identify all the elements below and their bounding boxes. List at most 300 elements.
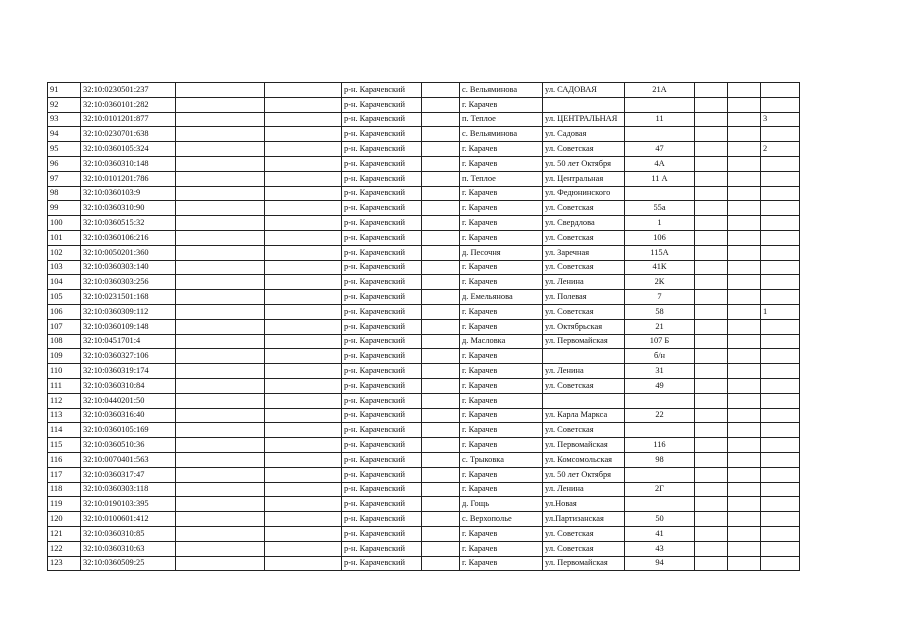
row-number-cell: 93 <box>48 112 81 127</box>
row-number-cell: 102 <box>48 245 81 260</box>
house-number-cell: 21А <box>625 83 695 98</box>
row-number-cell: 108 <box>48 334 81 349</box>
extra-number-cell <box>761 156 800 171</box>
empty-cell <box>728 512 761 527</box>
cadastral-number-cell: 32:10:0101201:786 <box>81 171 176 186</box>
row-number-cell: 105 <box>48 290 81 305</box>
street-cell: ул.Новая <box>543 497 625 512</box>
empty-cell <box>728 408 761 423</box>
street-cell: ул. Свердлова <box>543 216 625 231</box>
street-cell: ул.Партизанская <box>543 512 625 527</box>
row-number-cell: 101 <box>48 230 81 245</box>
extra-number-cell <box>761 290 800 305</box>
locality-cell: д. Гощь <box>460 497 543 512</box>
empty-cell <box>422 171 460 186</box>
empty-cell <box>422 364 460 379</box>
house-number-cell: 31 <box>625 364 695 379</box>
locality-cell: с. Трыковка <box>460 452 543 467</box>
empty-cell <box>265 156 342 171</box>
empty-cell <box>695 334 728 349</box>
row-number-cell: 111 <box>48 378 81 393</box>
row-number-cell: 121 <box>48 526 81 541</box>
cadastral-number-cell: 32:10:0230501:237 <box>81 83 176 98</box>
row-number-cell: 113 <box>48 408 81 423</box>
empty-cell <box>422 127 460 142</box>
empty-cell <box>695 97 728 112</box>
cadastral-number-cell: 32:10:0360317:47 <box>81 467 176 482</box>
cadastral-number-cell: 32:10:0230701:638 <box>81 127 176 142</box>
house-number-cell: 98 <box>625 452 695 467</box>
house-number-cell: 58 <box>625 304 695 319</box>
empty-cell <box>422 438 460 453</box>
empty-cell <box>728 452 761 467</box>
empty-cell <box>422 201 460 216</box>
empty-cell <box>695 408 728 423</box>
street-cell: ул. Советская <box>543 230 625 245</box>
extra-number-cell: 2 <box>761 142 800 157</box>
row-number-cell: 120 <box>48 512 81 527</box>
empty-cell <box>176 260 265 275</box>
table-row <box>48 245 800 260</box>
empty-cell <box>695 364 728 379</box>
region-cell: р-н. Карачевский <box>342 423 422 438</box>
region-cell: р-н. Карачевский <box>342 349 422 364</box>
extra-number-cell <box>761 512 800 527</box>
region-cell: р-н. Карачевский <box>342 186 422 201</box>
empty-cell <box>176 216 265 231</box>
street-cell: ул. Советская <box>543 142 625 157</box>
empty-cell <box>728 304 761 319</box>
empty-cell <box>695 526 728 541</box>
locality-cell: с. Вельяминова <box>460 127 543 142</box>
empty-cell <box>176 201 265 216</box>
row-number-cell: 109 <box>48 349 81 364</box>
table-row <box>48 304 800 319</box>
extra-number-cell <box>761 245 800 260</box>
cadastral-number-cell: 32:10:0360310:63 <box>81 541 176 556</box>
region-cell: р-н. Карачевский <box>342 482 422 497</box>
street-cell: ул. 50 лет Октября <box>543 156 625 171</box>
empty-cell <box>265 378 342 393</box>
empty-cell <box>695 319 728 334</box>
table-row <box>48 378 800 393</box>
locality-cell: д. Масловка <box>460 334 543 349</box>
empty-cell <box>728 216 761 231</box>
house-number-cell: 22 <box>625 408 695 423</box>
extra-number-cell <box>761 497 800 512</box>
empty-cell <box>695 349 728 364</box>
locality-cell: п. Теплое <box>460 171 543 186</box>
cadastral-number-cell: 32:10:0360103:9 <box>81 186 176 201</box>
table-row <box>48 541 800 556</box>
locality-cell: г. Карачев <box>460 230 543 245</box>
table-row <box>48 334 800 349</box>
empty-cell <box>695 482 728 497</box>
extra-number-cell <box>761 556 800 571</box>
house-number-cell <box>625 423 695 438</box>
extra-number-cell <box>761 171 800 186</box>
empty-cell <box>695 438 728 453</box>
table-row <box>48 156 800 171</box>
empty-cell <box>176 467 265 482</box>
empty-cell <box>422 290 460 305</box>
cadastral-number-cell: 32:10:0100601:412 <box>81 512 176 527</box>
region-cell: р-н. Карачевский <box>342 112 422 127</box>
street-cell: ул. Первомайская <box>543 438 625 453</box>
locality-cell: д. Песочня <box>460 245 543 260</box>
empty-cell <box>728 482 761 497</box>
table-row <box>48 83 800 98</box>
empty-cell <box>265 364 342 379</box>
empty-cell <box>176 393 265 408</box>
extra-number-cell <box>761 378 800 393</box>
empty-cell <box>265 216 342 231</box>
empty-cell <box>695 497 728 512</box>
empty-cell <box>265 171 342 186</box>
empty-cell <box>176 319 265 334</box>
street-cell <box>543 97 625 112</box>
locality-cell: г. Карачев <box>460 142 543 157</box>
region-cell: р-н. Карачевский <box>342 260 422 275</box>
empty-cell <box>176 230 265 245</box>
region-cell: р-н. Карачевский <box>342 541 422 556</box>
row-number-cell: 92 <box>48 97 81 112</box>
locality-cell: г. Карачев <box>460 467 543 482</box>
empty-cell <box>176 364 265 379</box>
empty-cell <box>265 304 342 319</box>
house-number-cell: 50 <box>625 512 695 527</box>
cadastral-number-cell: 32:10:0360105:169 <box>81 423 176 438</box>
house-number-cell: 43 <box>625 541 695 556</box>
street-cell: ул. Советская <box>543 423 625 438</box>
empty-cell <box>176 304 265 319</box>
empty-cell <box>695 423 728 438</box>
register-body <box>48 83 800 571</box>
region-cell: р-н. Карачевский <box>342 556 422 571</box>
empty-cell <box>695 201 728 216</box>
region-cell: р-н. Карачевский <box>342 364 422 379</box>
empty-cell <box>176 512 265 527</box>
region-cell: р-н. Карачевский <box>342 334 422 349</box>
empty-cell <box>728 201 761 216</box>
row-number-cell: 117 <box>48 467 81 482</box>
empty-cell <box>176 378 265 393</box>
cadastral-number-cell: 32:10:0050201:360 <box>81 245 176 260</box>
empty-cell <box>176 97 265 112</box>
empty-cell <box>695 378 728 393</box>
empty-cell <box>695 142 728 157</box>
empty-cell <box>265 245 342 260</box>
empty-cell <box>265 186 342 201</box>
row-number-cell: 91 <box>48 83 81 98</box>
empty-cell <box>728 97 761 112</box>
cadastral-number-cell: 32:10:0360319:174 <box>81 364 176 379</box>
cadastral-number-cell: 32:10:0440201:50 <box>81 393 176 408</box>
extra-number-cell <box>761 408 800 423</box>
empty-cell <box>728 364 761 379</box>
table-row <box>48 275 800 290</box>
house-number-cell: 41 <box>625 526 695 541</box>
empty-cell <box>695 452 728 467</box>
table-row <box>48 127 800 142</box>
street-cell: ул. Советская <box>543 526 625 541</box>
extra-number-cell <box>761 482 800 497</box>
table-row <box>48 349 800 364</box>
house-number-cell: б/н <box>625 349 695 364</box>
extra-number-cell <box>761 334 800 349</box>
locality-cell: г. Карачев <box>460 393 543 408</box>
empty-cell <box>422 452 460 467</box>
empty-cell <box>728 393 761 408</box>
table-row <box>48 186 800 201</box>
table-row <box>48 482 800 497</box>
region-cell: р-н. Карачевский <box>342 275 422 290</box>
empty-cell <box>265 230 342 245</box>
empty-cell <box>695 245 728 260</box>
table-row <box>48 171 800 186</box>
empty-cell <box>695 83 728 98</box>
street-cell: ул. Комсомольская <box>543 452 625 467</box>
row-number-cell: 123 <box>48 556 81 571</box>
empty-cell <box>265 541 342 556</box>
empty-cell <box>265 393 342 408</box>
empty-cell <box>728 245 761 260</box>
empty-cell <box>265 512 342 527</box>
cadastral-number-cell: 32:10:0360515:32 <box>81 216 176 231</box>
street-cell: ул. Советская <box>543 304 625 319</box>
row-number-cell: 97 <box>48 171 81 186</box>
region-cell: р-н. Карачевский <box>342 290 422 305</box>
row-number-cell: 116 <box>48 452 81 467</box>
empty-cell <box>422 142 460 157</box>
empty-cell <box>728 156 761 171</box>
table-row <box>48 467 800 482</box>
empty-cell <box>265 112 342 127</box>
empty-cell <box>265 97 342 112</box>
empty-cell <box>695 186 728 201</box>
cadastral-number-cell: 32:10:0360106:216 <box>81 230 176 245</box>
extra-number-cell <box>761 201 800 216</box>
cadastral-number-cell: 32:10:0360310:90 <box>81 201 176 216</box>
cadastral-number-cell: 32:10:0190103:395 <box>81 497 176 512</box>
region-cell: р-н. Карачевский <box>342 438 422 453</box>
row-number-cell: 106 <box>48 304 81 319</box>
region-cell: р-н. Карачевский <box>342 452 422 467</box>
house-number-cell: 47 <box>625 142 695 157</box>
empty-cell <box>176 438 265 453</box>
empty-cell <box>728 526 761 541</box>
house-number-cell: 4А <box>625 156 695 171</box>
locality-cell: г. Карачев <box>460 541 543 556</box>
locality-cell: г. Карачев <box>460 216 543 231</box>
empty-cell <box>695 230 728 245</box>
row-number-cell: 114 <box>48 423 81 438</box>
empty-cell <box>176 275 265 290</box>
extra-number-cell <box>761 423 800 438</box>
table-row <box>48 364 800 379</box>
empty-cell <box>422 216 460 231</box>
empty-cell <box>728 497 761 512</box>
house-number-cell: 2К <box>625 275 695 290</box>
street-cell: ул. Полевая <box>543 290 625 305</box>
empty-cell <box>422 482 460 497</box>
empty-cell <box>176 83 265 98</box>
table-row <box>48 319 800 334</box>
extra-number-cell <box>761 216 800 231</box>
locality-cell: г. Карачев <box>460 97 543 112</box>
empty-cell <box>265 452 342 467</box>
empty-cell <box>422 319 460 334</box>
locality-cell: г. Карачев <box>460 408 543 423</box>
empty-cell <box>422 304 460 319</box>
extra-number-cell <box>761 438 800 453</box>
empty-cell <box>265 349 342 364</box>
region-cell: р-н. Карачевский <box>342 201 422 216</box>
cadastral-number-cell: 32:10:0360109:148 <box>81 319 176 334</box>
extra-number-cell <box>761 467 800 482</box>
street-cell: ул. Заречная <box>543 245 625 260</box>
cadastral-number-cell: 32:10:0360310:85 <box>81 526 176 541</box>
row-number-cell: 95 <box>48 142 81 157</box>
empty-cell <box>695 512 728 527</box>
empty-cell <box>728 142 761 157</box>
extra-number-cell <box>761 364 800 379</box>
table-row <box>48 408 800 423</box>
locality-cell: г. Карачев <box>460 304 543 319</box>
street-cell <box>543 393 625 408</box>
region-cell: р-н. Карачевский <box>342 512 422 527</box>
empty-cell <box>695 260 728 275</box>
empty-cell <box>265 83 342 98</box>
empty-cell <box>728 290 761 305</box>
table-row <box>48 526 800 541</box>
locality-cell: с. Верхополье <box>460 512 543 527</box>
table-row <box>48 438 800 453</box>
empty-cell <box>422 423 460 438</box>
region-cell: р-н. Карачевский <box>342 171 422 186</box>
table-row <box>48 452 800 467</box>
empty-cell <box>695 112 728 127</box>
table-row <box>48 112 800 127</box>
empty-cell <box>176 556 265 571</box>
region-cell: р-н. Карачевский <box>342 319 422 334</box>
region-cell: р-н. Карачевский <box>342 216 422 231</box>
empty-cell <box>176 482 265 497</box>
house-number-cell: 107 Б <box>625 334 695 349</box>
locality-cell: г. Карачев <box>460 260 543 275</box>
table-row <box>48 423 800 438</box>
table-row <box>48 97 800 112</box>
empty-cell <box>265 438 342 453</box>
empty-cell <box>728 230 761 245</box>
region-cell: р-н. Карачевский <box>342 393 422 408</box>
cadastral-number-cell: 32:10:0360309:112 <box>81 304 176 319</box>
extra-number-cell <box>761 319 800 334</box>
locality-cell: г. Карачев <box>460 378 543 393</box>
table-row <box>48 393 800 408</box>
empty-cell <box>695 275 728 290</box>
locality-cell: г. Карачев <box>460 526 543 541</box>
region-cell: р-н. Карачевский <box>342 230 422 245</box>
street-cell: ул. Первомайская <box>543 334 625 349</box>
row-number-cell: 118 <box>48 482 81 497</box>
empty-cell <box>265 142 342 157</box>
table-row <box>48 512 800 527</box>
row-number-cell: 94 <box>48 127 81 142</box>
house-number-cell <box>625 467 695 482</box>
region-cell: р-н. Карачевский <box>342 97 422 112</box>
empty-cell <box>176 349 265 364</box>
street-cell: ул. Ленина <box>543 364 625 379</box>
empty-cell <box>728 556 761 571</box>
empty-cell <box>695 556 728 571</box>
row-number-cell: 99 <box>48 201 81 216</box>
locality-cell: г. Карачев <box>460 423 543 438</box>
row-number-cell: 96 <box>48 156 81 171</box>
empty-cell <box>695 127 728 142</box>
empty-cell <box>422 112 460 127</box>
street-cell: ул. Октябрьская <box>543 319 625 334</box>
empty-cell <box>728 334 761 349</box>
house-number-cell: 41К <box>625 260 695 275</box>
extra-number-cell: 3 <box>761 112 800 127</box>
empty-cell <box>728 423 761 438</box>
street-cell: ул. САДОВАЯ <box>543 83 625 98</box>
empty-cell <box>695 304 728 319</box>
house-number-cell: 11 <box>625 112 695 127</box>
empty-cell <box>695 290 728 305</box>
region-cell: р-н. Карачевский <box>342 245 422 260</box>
empty-cell <box>728 349 761 364</box>
empty-cell <box>695 467 728 482</box>
row-number-cell: 110 <box>48 364 81 379</box>
empty-cell <box>176 171 265 186</box>
table-row <box>48 497 800 512</box>
cadastral-number-cell: 32:10:0360510:36 <box>81 438 176 453</box>
house-number-cell: 49 <box>625 378 695 393</box>
row-number-cell: 112 <box>48 393 81 408</box>
table-row <box>48 290 800 305</box>
house-number-cell: 106 <box>625 230 695 245</box>
street-cell: ул. Ленина <box>543 482 625 497</box>
empty-cell <box>265 408 342 423</box>
extra-number-cell <box>761 393 800 408</box>
house-number-cell: 1 <box>625 216 695 231</box>
house-number-cell <box>625 393 695 408</box>
extra-number-cell <box>761 275 800 290</box>
empty-cell <box>176 452 265 467</box>
street-cell: ул. Карла Маркса <box>543 408 625 423</box>
empty-cell <box>422 334 460 349</box>
empty-cell <box>422 97 460 112</box>
street-cell: ул. 50 лет Октября <box>543 467 625 482</box>
empty-cell <box>695 541 728 556</box>
empty-cell <box>728 127 761 142</box>
house-number-cell <box>625 497 695 512</box>
empty-cell <box>176 408 265 423</box>
cadastral-number-cell: 32:10:0360509:25 <box>81 556 176 571</box>
cadastral-number-cell: 32:10:0360310:84 <box>81 378 176 393</box>
cadastral-number-cell: 32:10:0360310:148 <box>81 156 176 171</box>
row-number-cell: 100 <box>48 216 81 231</box>
empty-cell <box>422 467 460 482</box>
row-number-cell: 103 <box>48 260 81 275</box>
table-row <box>48 230 800 245</box>
empty-cell <box>695 156 728 171</box>
empty-cell <box>265 260 342 275</box>
cadastral-number-cell: 32:10:0360316:40 <box>81 408 176 423</box>
empty-cell <box>176 541 265 556</box>
